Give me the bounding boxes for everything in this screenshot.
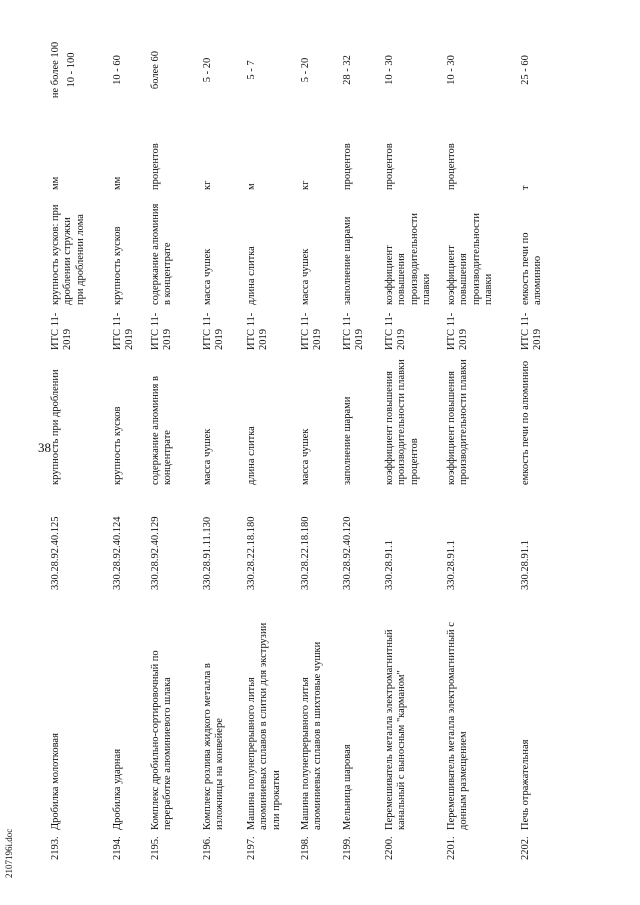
value: 5 - 7	[246, 60, 257, 80]
row-number: 2194.	[112, 836, 123, 860]
value: 5 - 20	[202, 57, 213, 83]
its-reference: ИТС 11-2019	[342, 312, 366, 350]
unit: процентов	[384, 143, 395, 190]
equipment-name: Машина полунепрерывного литья алюминиевых сплавов в шихтовые чушки	[300, 641, 324, 830]
okpd-code: 330.28.92.40.125	[50, 516, 61, 590]
equipment-name: Перемешиватель металла электромагнитный канальный с выносным "карманом"	[384, 629, 408, 830]
equipment-name: Дробилка молотковая	[50, 733, 61, 830]
value-secondary: 10 - 100	[66, 52, 77, 88]
indicator-detail: крупность кусков	[112, 226, 123, 305]
equipment-name: Машина полунепрерывного литья алюминиевых сплавов в слитки для экструзии или прокатки	[246, 622, 282, 830]
its-reference: ИТС 11-2019	[202, 312, 226, 350]
okpd-code: 330.28.91.11.130	[202, 516, 213, 590]
its-reference: ИТС 11-2019	[446, 312, 470, 350]
value: 10 - 30	[384, 55, 395, 85]
okpd-code: 330.28.22.18.180	[246, 516, 257, 590]
equipment-name: Комплекс розлива жидкого металла в изложницы на конвейере	[202, 663, 226, 830]
indicator-detail: коэффициент повышения производительности плавки	[384, 213, 433, 305]
row-number: 2195.	[150, 836, 161, 860]
equipment-name: Дробилка ударная	[112, 748, 123, 830]
okpd-code: 330.28.92.40.124	[112, 516, 123, 590]
equipment-name: Комплекс дробильно-сортировочный по переработке алюминиевого шлака	[150, 650, 174, 830]
row-number: 2202.	[520, 836, 531, 860]
its-reference: ИТС 11-2019	[384, 312, 408, 350]
indicator-detail: длина слитка	[246, 246, 257, 305]
value: 5 - 20	[300, 57, 311, 83]
indicator: масса чушек	[202, 428, 213, 485]
row-number: 2197.	[246, 836, 257, 860]
value: 10 - 60	[112, 55, 123, 85]
indicator: заполнение шарами	[342, 396, 353, 485]
okpd-code: 330.28.91.1	[446, 540, 457, 590]
value: не более 100	[50, 41, 61, 99]
okpd-code: 330.28.91.1	[384, 540, 395, 590]
indicator-detail: содержание алюминия в концентрате	[150, 203, 174, 305]
indicator: емкость печи по алюминию	[520, 360, 531, 485]
unit: мм	[112, 176, 123, 190]
indicator-detail: крупность кусков: при дроблении стружки при дроблении лома	[50, 204, 86, 305]
okpd-code: 330.28.92.40.129	[150, 516, 161, 590]
row-number: 2200.	[384, 836, 395, 860]
its-reference: ИТС 11-2019	[112, 312, 136, 350]
indicator-detail: масса чушек	[202, 248, 213, 305]
equipment-name: Перемешиватель металла электромагнитный с донным размещением	[446, 622, 470, 830]
okpd-code: 330.28.92.40.120	[342, 516, 353, 590]
its-reference: ИТС 11-2019	[50, 312, 74, 350]
unit: кг	[300, 180, 311, 190]
indicator: коэффициент повышения производительности плавки	[446, 359, 470, 485]
okpd-code: 330.28.22.18.180	[300, 516, 311, 590]
indicator-detail: масса чушек	[300, 248, 311, 305]
row-number: 2198.	[300, 836, 311, 860]
rotated-table	[50, 40, 610, 860]
indicator-detail: емкость печи по алюминию	[520, 232, 544, 305]
indicator: масса чушек	[300, 428, 311, 485]
page-number: 38	[38, 440, 51, 455]
indicator-detail: заполнение шарами	[342, 216, 353, 305]
row-number: 2193.	[50, 836, 61, 860]
row-number: 2199.	[342, 836, 353, 860]
unit: процентов	[342, 143, 353, 190]
value: 25 - 60	[520, 55, 531, 85]
unit: мм	[50, 176, 61, 190]
indicator: содержание алюминия в концентрате	[150, 376, 174, 485]
row-number: 2201.	[446, 836, 457, 860]
value: 10 - 30	[446, 55, 457, 85]
equipment-name: Печь отражательная	[520, 739, 531, 830]
row-number: 2196.	[202, 836, 213, 860]
unit: кг	[202, 180, 213, 190]
indicator: крупность кусков	[112, 406, 123, 485]
unit: процентов	[446, 143, 457, 190]
unit: процентов	[150, 143, 161, 190]
its-reference: ИТС 11-2019	[150, 312, 174, 350]
indicator: крупность при дроблении	[50, 369, 61, 485]
its-reference: ИТС 11-2019	[520, 312, 544, 350]
indicator: коэффициент повышения производительности плавки процентов	[384, 359, 420, 485]
value: 28 - 32	[342, 55, 353, 85]
file-footer: 2107196i.doc	[4, 828, 14, 878]
its-reference: ИТС 11-2019	[300, 312, 324, 350]
value: более 60	[150, 50, 161, 90]
okpd-code: 330.28.91.1	[520, 540, 531, 590]
equipment-name: Мельница шаровая	[342, 744, 353, 830]
indicator: длина слитка	[246, 426, 257, 485]
unit: т	[520, 185, 531, 190]
unit: м	[246, 183, 257, 190]
its-reference: ИТС 11-2019	[246, 312, 270, 350]
indicator-detail: коэффициент повышения производительности плавки	[446, 213, 495, 305]
